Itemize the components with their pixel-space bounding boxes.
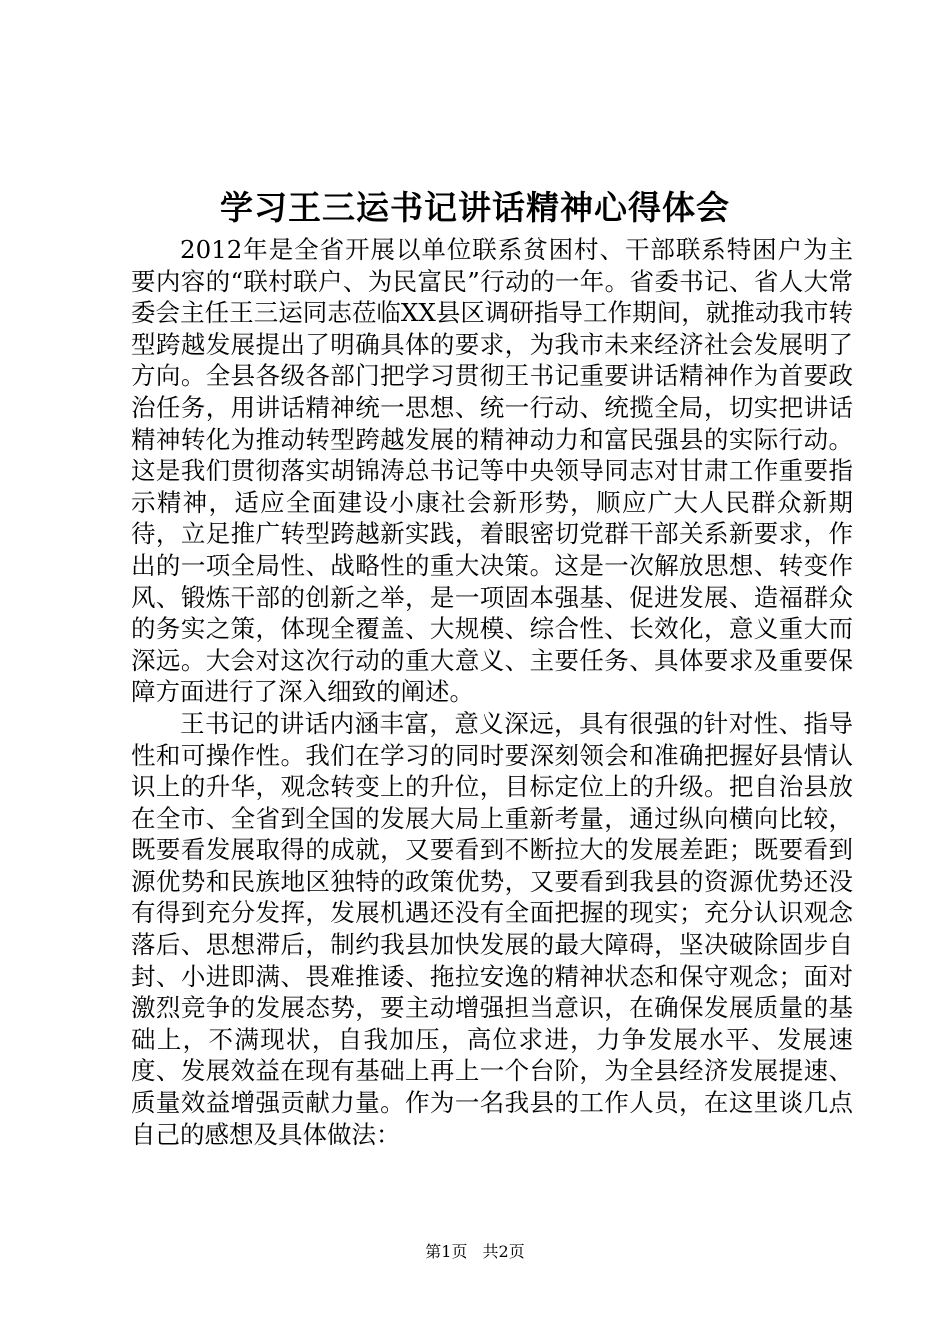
paragraph-2: 王书记的讲话内涵丰富，意义深远，具有很强的针对性、指导性和可操作性。我们在学习的同时要深刻领会和准确把握好县情认识上的升华，观念转变上的升位，目标定位上的升级。把自治县放在全市、全省到全国的发展大局上重新考量，通过纵向横向比较，既要看发展取得的成就，又要看到不断拉大的发展差距；既要看到源优势和民族地区独特的政策优势，又要看到我县的资源优势还没有得到充分发挥，发展机遇还没有全面把握的现实；充分认识观念落后、思想滞后，制约我县加快发展的最大障碍，坚决破除固步自封、小进即满、畏难推诿、拖拉安逸的精神状态和保守观念；面对激烈竞争的发展态势，要主动增强担当意识，在确保发展质量的基础上，不满现状，自我加压，高位求进，力争发展水平、发展速度、发展效益在现有基础上再上一个台阶，为全县经济发展提速、质量效益增强贡献力量。作为一名我县的工作人员，在这里谈几点自己的感想及具体做法：	[131, 708, 853, 1149]
paragraph-1: 2012年是全省开展以单位联系贫困村、干部联系特困户为主要内容的“联村联户、为民富民”行动的一年。省委书记、省人大常委会主任王三运同志莅临XX县区调研指导工作期间，就推动我市转型跨越发展提出了明确具体的要求，为我市未来经济社会发展明了方向。全县各级各部门把学习贯彻王书记重要讲话精神作为首要政治任务，用讲话精神统一思想、统一行动、统揽全局，切实把讲话精神转化为推动转型跨越发展的精神动力和富民强县的实际行动。这是我们贯彻落实胡锦涛总书记等中央领导同志对甘肃工作重要指示精神，适应全面建设小康社会新形势，顺应广大人民群众新期待，立足推广转型跨越新实践，着眼密切党群干部关系新要求，作出的一项全局性、战略性的重大决策。这是一次解放思想、转变作风、锻炼干部的创新之举，是一项固本强基、促进发展、造福群众的务实之策，体现全覆盖、大规模、综合性、长效化，意义重大而深远。大会对这次行动的重大意义、主要任务、具体要求及重要保障方面进行了深入细致的阐述。	[131, 235, 853, 707]
page-footer	[0, 1240, 950, 1264]
page-number-current: 第1页	[425, 1242, 468, 1261]
document-body	[131, 234, 853, 1150]
document-title: 学习王三运书记讲话精神心得体会	[220, 188, 730, 227]
page-number-total: 共2页	[482, 1242, 525, 1261]
